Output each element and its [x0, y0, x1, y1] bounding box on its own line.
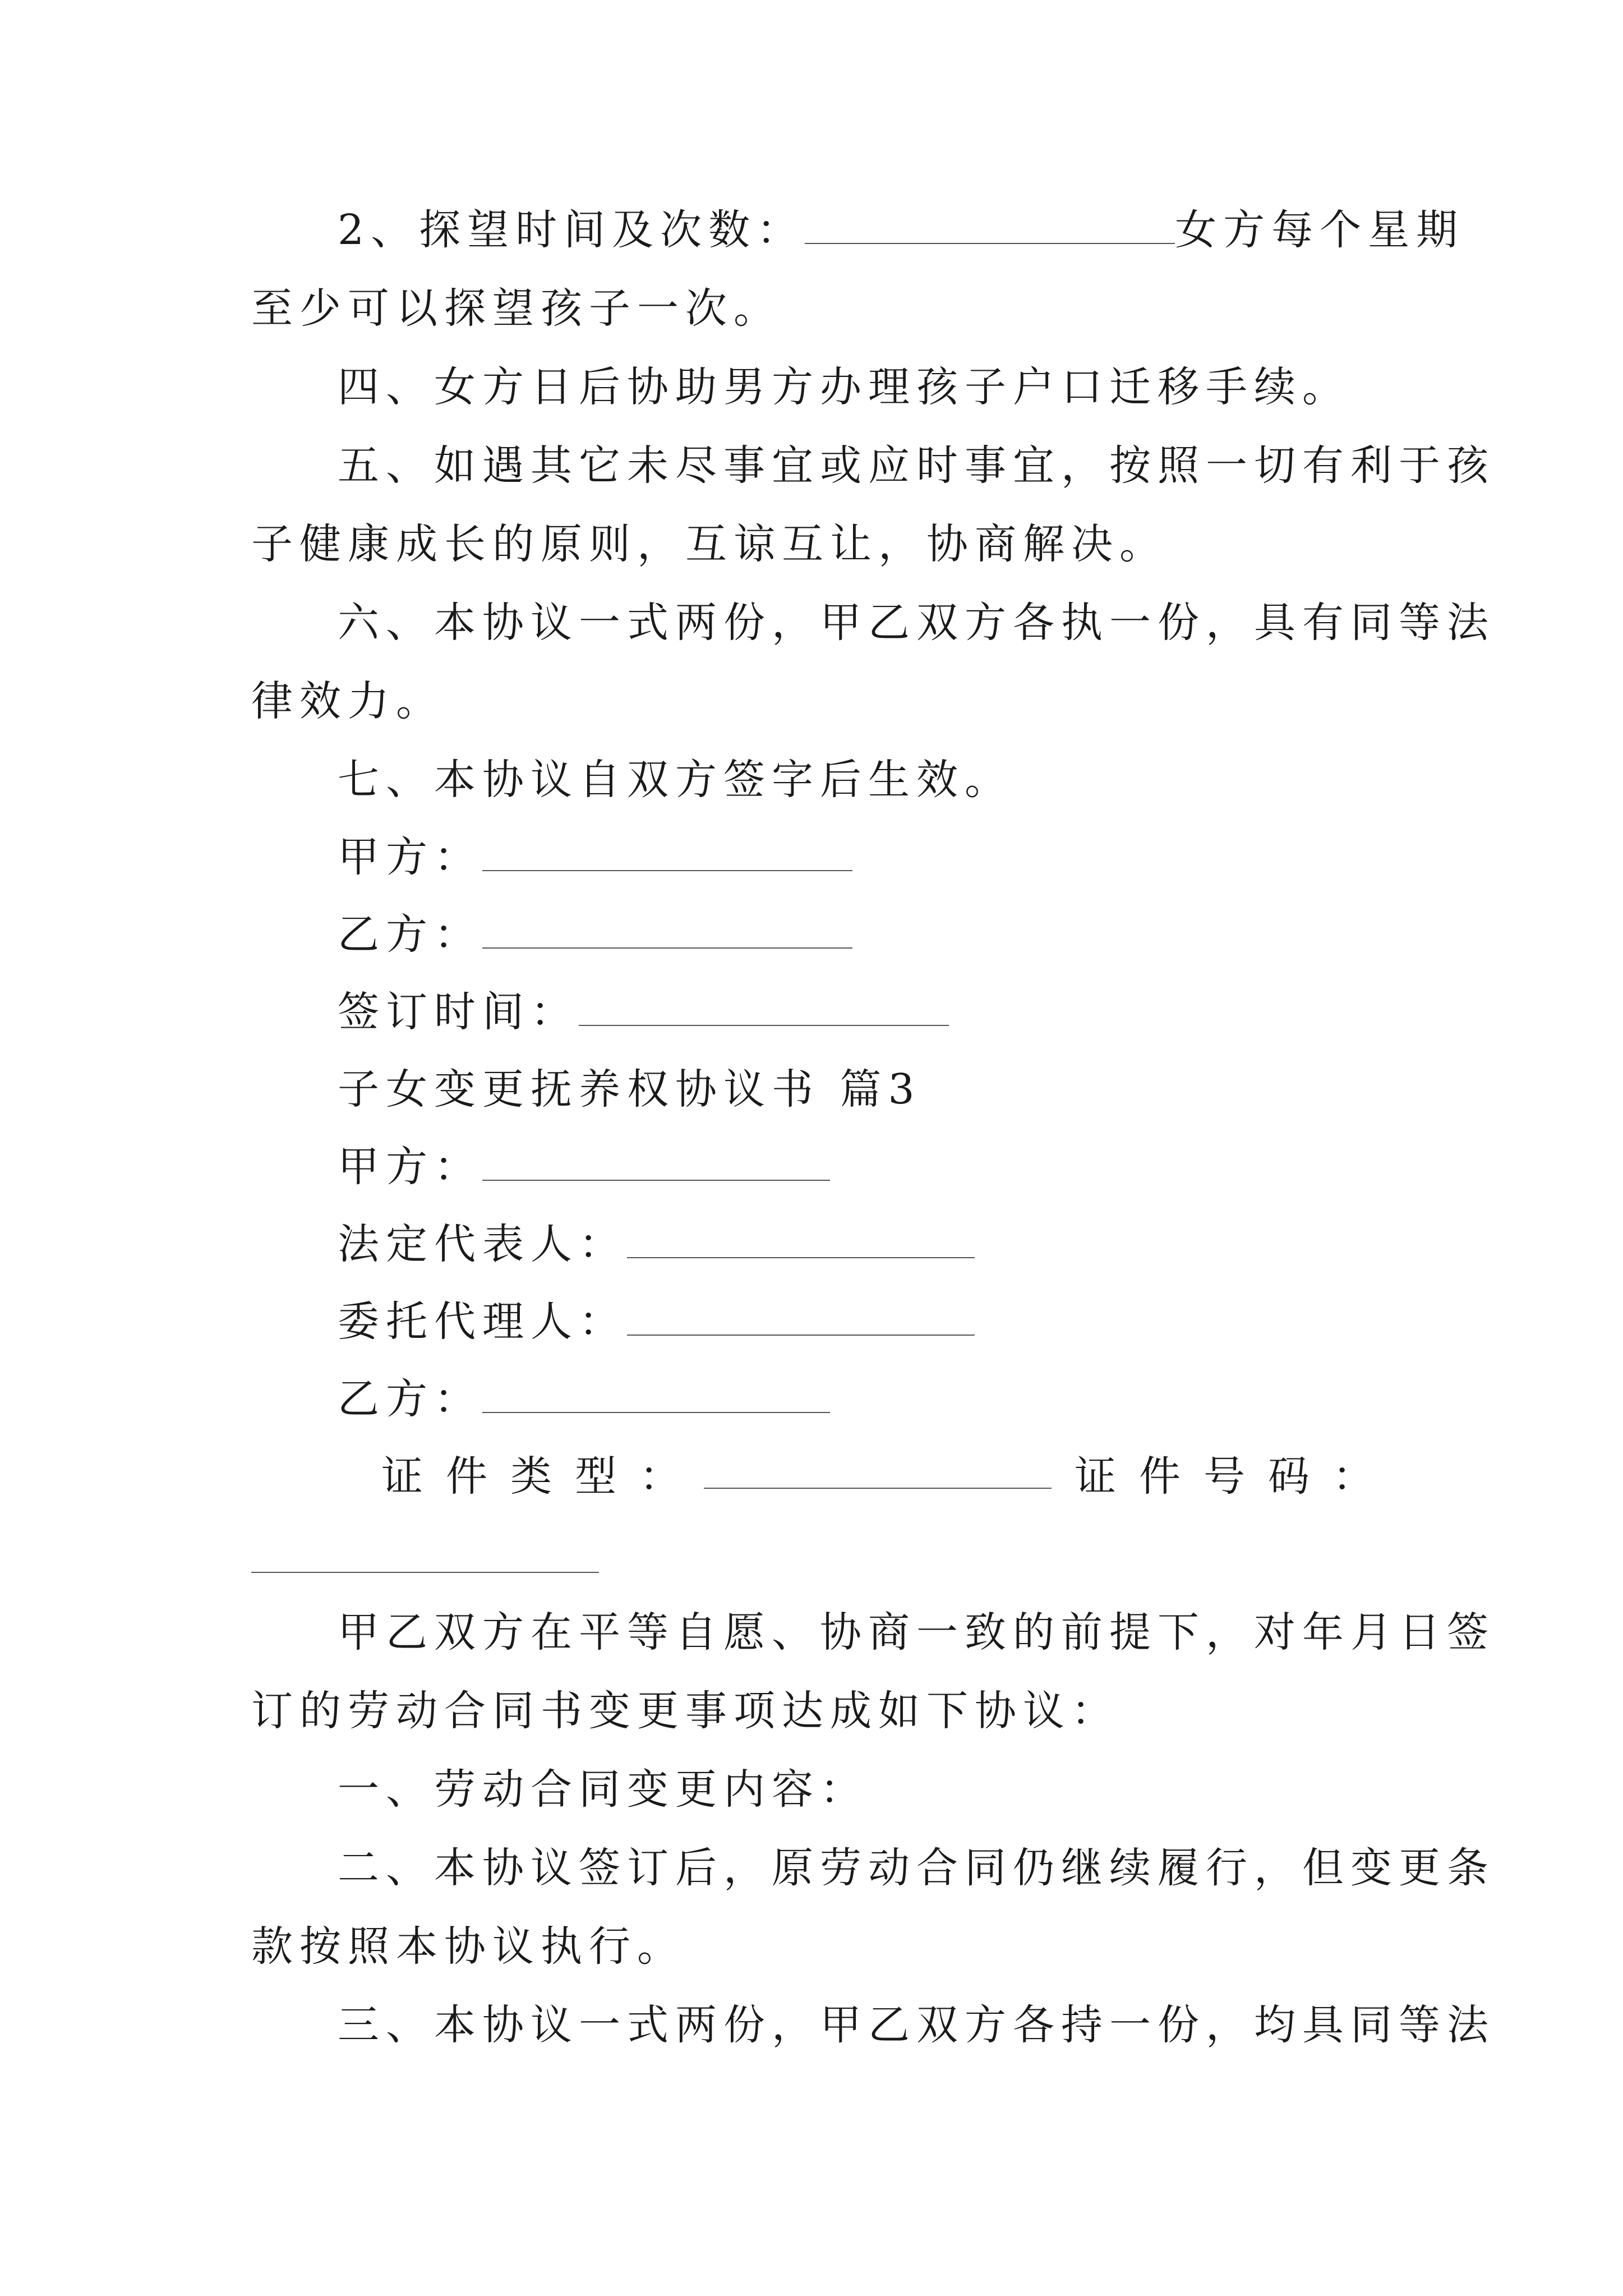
- party-a-line-2: [338, 1139, 1470, 1195]
- visit-time-label: 2、探望时间及次数：: [338, 206, 805, 254]
- id-type-char: 型: [575, 1452, 616, 1501]
- party-a-label: 甲方：: [338, 833, 482, 881]
- id-number-blank: [251, 1572, 599, 1573]
- party-b-label: 乙方：: [338, 910, 482, 959]
- party-b-line: [338, 907, 1470, 963]
- preamble-line1: 甲乙双方在平等自愿、协商一致的前提下，对年月日签: [338, 1608, 1495, 1657]
- preamble-line2: 订的劳动合同书变更事项达成如下协议：: [251, 1687, 1119, 1735]
- visit-time-suffix: 女方每个星期: [1175, 206, 1465, 254]
- clause-five-line2: 子健康成长的原则，互谅互让，协商解决。: [251, 520, 1168, 568]
- party-a-blank-2: [482, 1140, 830, 1181]
- legal-rep-line: [338, 1216, 1470, 1272]
- party-b-line-2: [338, 1371, 1470, 1427]
- party-b-blank-2: [482, 1373, 830, 1413]
- agent-blank: [627, 1295, 975, 1336]
- clause-six-line1: 六、本协议一式两份，甲乙双方各执一份，具有同等法: [338, 599, 1495, 647]
- sign-date-line: [338, 984, 1470, 1040]
- clause-five-line1: 五、如遇其它未尽事宜或应时事宜，按照一切有利于孩: [338, 441, 1495, 490]
- labor-clause-two-line1: 二、本协议签订后，原劳动合同仍继续履行，但变更条: [338, 1844, 1495, 1892]
- id-type-char: 类: [510, 1452, 552, 1501]
- id-number-char: 码: [1268, 1452, 1310, 1501]
- party-a-line: [338, 829, 1470, 885]
- party-b-label-2: 乙方：: [338, 1375, 482, 1423]
- paragraph-line: 至少可以探望孩子一次。: [251, 284, 782, 333]
- sign-date-label: 签订时间：: [338, 988, 579, 1036]
- id-type-char: ：: [639, 1452, 681, 1501]
- id-type-row: [381, 1448, 1374, 1504]
- visit-time-line: [338, 202, 1470, 258]
- party-b-blank: [482, 908, 852, 949]
- agent-label: 委托代理人：: [338, 1297, 627, 1346]
- id-type-char: 件: [446, 1452, 487, 1501]
- agent-line: [338, 1294, 1470, 1350]
- clause-four: 四、女方日后协助男方办理孩子户口迁移手续。: [338, 363, 1350, 411]
- party-a-blank: [482, 831, 852, 871]
- clause-six-line2: 律效力。: [251, 677, 444, 725]
- id-number-char: 号: [1204, 1452, 1245, 1501]
- section-title: 子女变更抚养权协议书 篇3: [338, 1065, 921, 1114]
- id-number-char: ：: [1332, 1452, 1374, 1501]
- labor-clause-one: 一、劳动合同变更内容：: [338, 1765, 868, 1814]
- labor-clause-two-line2: 款按照本协议执行。: [251, 1922, 685, 1971]
- clause-seven: 七、本协议自双方签字后生效。: [338, 756, 1013, 804]
- id-number-char: 件: [1139, 1452, 1181, 1501]
- id-type-blank: [704, 1448, 1052, 1489]
- id-number-char: 证: [1075, 1452, 1116, 1501]
- id-type-char: 证: [381, 1452, 423, 1501]
- party-a-label-2: 甲方：: [338, 1143, 482, 1191]
- legal-rep-blank: [627, 1218, 975, 1258]
- sign-date-blank: [579, 986, 949, 1026]
- legal-rep-label: 法定代表人：: [338, 1220, 627, 1268]
- visit-time-blank: [805, 204, 1175, 244]
- labor-clause-three: 三、本协议一式两份，甲乙双方各持一份，均具同等法: [338, 2001, 1495, 2049]
